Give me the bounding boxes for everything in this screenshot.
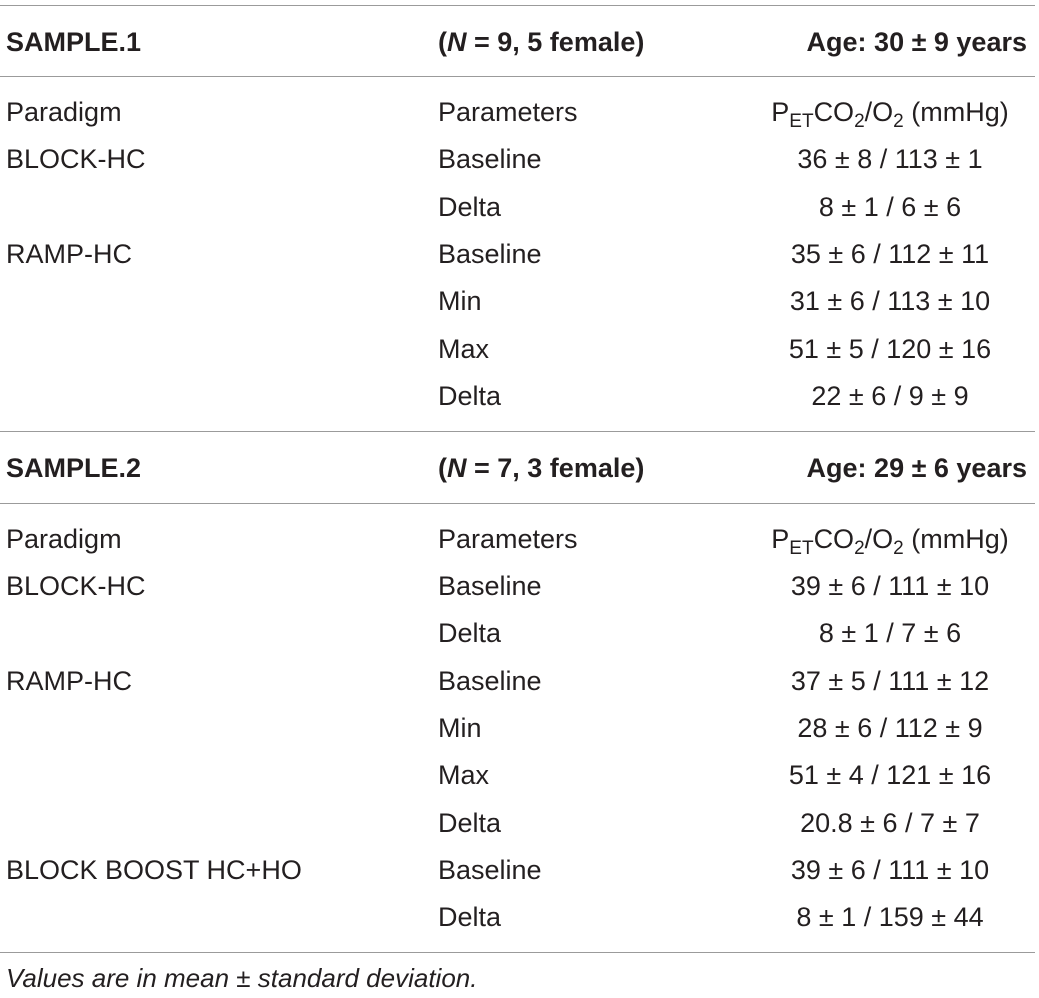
value-cell: 22 ± 6 / 9 ± 9 xyxy=(811,381,969,411)
sample-2-n: (N = 7, 3 female) xyxy=(438,453,645,483)
value-cell: 39 ± 6 / 111 ± 10 xyxy=(790,855,990,885)
value-cell: 37 ± 5 / 111 ± 12 xyxy=(790,666,990,696)
column-parameters: Parameters xyxy=(438,524,578,554)
table-row xyxy=(0,278,1039,325)
sample-1-age: Age: 30 ± 9 years xyxy=(806,27,1027,57)
parameter-cell: Baseline xyxy=(438,855,542,885)
table-row xyxy=(0,800,1039,847)
parameter-cell: Delta xyxy=(438,192,502,222)
paradigm-cell: RAMP-HC xyxy=(6,666,132,696)
parameter-cell: Delta xyxy=(438,808,502,838)
value-cell: 35 ± 6 / 112 ± 11 xyxy=(790,239,990,269)
parameter-cell: Max xyxy=(438,334,490,364)
table-footnote: Values are in mean ± standard deviation. xyxy=(6,963,478,993)
sample-2-header xyxy=(0,445,1039,492)
parameter-cell: Baseline xyxy=(438,239,542,269)
column-paradigm: Paradigm xyxy=(6,97,122,127)
parameter-cell: Delta xyxy=(438,618,502,648)
column-values-unit: $P_{ET}CO_2/O_2$ (mmHg) xyxy=(771,97,1009,132)
parameter-cell: Max xyxy=(438,760,490,790)
paradigm-cell: BLOCK-HC xyxy=(6,144,146,174)
paradigm-cell: BLOCK BOOST HC+HO xyxy=(6,855,302,885)
parameter-cell: Baseline xyxy=(438,571,542,601)
value-cell: 8 ± 1 / 6 ± 6 xyxy=(818,192,962,222)
value-cell: 51 ± 5 / 120 ± 16 xyxy=(788,334,992,364)
table-row xyxy=(0,231,1039,278)
value-cell: 31 ± 6 / 113 ± 10 xyxy=(789,286,991,316)
table-row xyxy=(0,752,1039,799)
paradigm-cell: BLOCK-HC xyxy=(6,571,146,601)
paradigm-cell: RAMP-HC xyxy=(6,239,132,269)
table-row xyxy=(0,563,1039,610)
value-cell: 28 ± 6 / 112 ± 9 xyxy=(797,713,983,743)
table-row xyxy=(0,847,1039,894)
parameter-cell: Min xyxy=(438,713,482,743)
sample-1-column-headers xyxy=(0,89,1039,136)
value-cell: 20.8 ± 6 / 7 ± 7 xyxy=(800,808,980,838)
table-row xyxy=(0,184,1039,231)
parameter-cell: Baseline xyxy=(438,666,542,696)
table-row xyxy=(0,894,1039,941)
sample-2-column-headers xyxy=(0,516,1039,563)
sample-2-age: Age: 29 ± 6 years xyxy=(806,453,1027,483)
value-cell: 51 ± 4 / 121 ± 16 xyxy=(788,760,992,790)
section-divider-rule xyxy=(0,431,1035,432)
table-row xyxy=(0,373,1039,420)
parameter-cell: Min xyxy=(438,286,482,316)
parameter-cell: Baseline xyxy=(438,144,542,174)
value-cell: 36 ± 8 / 113 ± 1 xyxy=(797,144,983,174)
table-row xyxy=(0,610,1039,657)
sample-1-n: (N = 9, 5 female) xyxy=(438,27,645,57)
sample-1-header xyxy=(0,19,1039,66)
parameter-cell: Delta xyxy=(438,902,502,932)
column-paradigm: Paradigm xyxy=(6,524,122,554)
table-row xyxy=(0,658,1039,705)
table-row xyxy=(0,136,1039,183)
table-top-rule xyxy=(0,5,1035,6)
sample-1-title: SAMPLE.1 xyxy=(6,27,142,57)
column-parameters: Parameters xyxy=(438,97,578,127)
parameter-cell: Delta xyxy=(438,381,502,411)
sample-1-header-rule xyxy=(0,76,1035,77)
value-cell: 39 ± 6 / 111 ± 10 xyxy=(790,571,990,601)
value-cell: 8 ± 1 / 159 ± 44 xyxy=(796,902,984,932)
value-cell: 8 ± 1 / 7 ± 6 xyxy=(818,618,962,648)
table-row xyxy=(0,326,1039,373)
table-bottom-rule xyxy=(0,952,1035,953)
sample-2-title: SAMPLE.2 xyxy=(6,453,142,483)
sample-2-header-rule xyxy=(0,503,1035,504)
table-row xyxy=(0,705,1039,752)
column-values-unit: $P_{ET}CO_2/O_2$ (mmHg) xyxy=(771,524,1009,559)
